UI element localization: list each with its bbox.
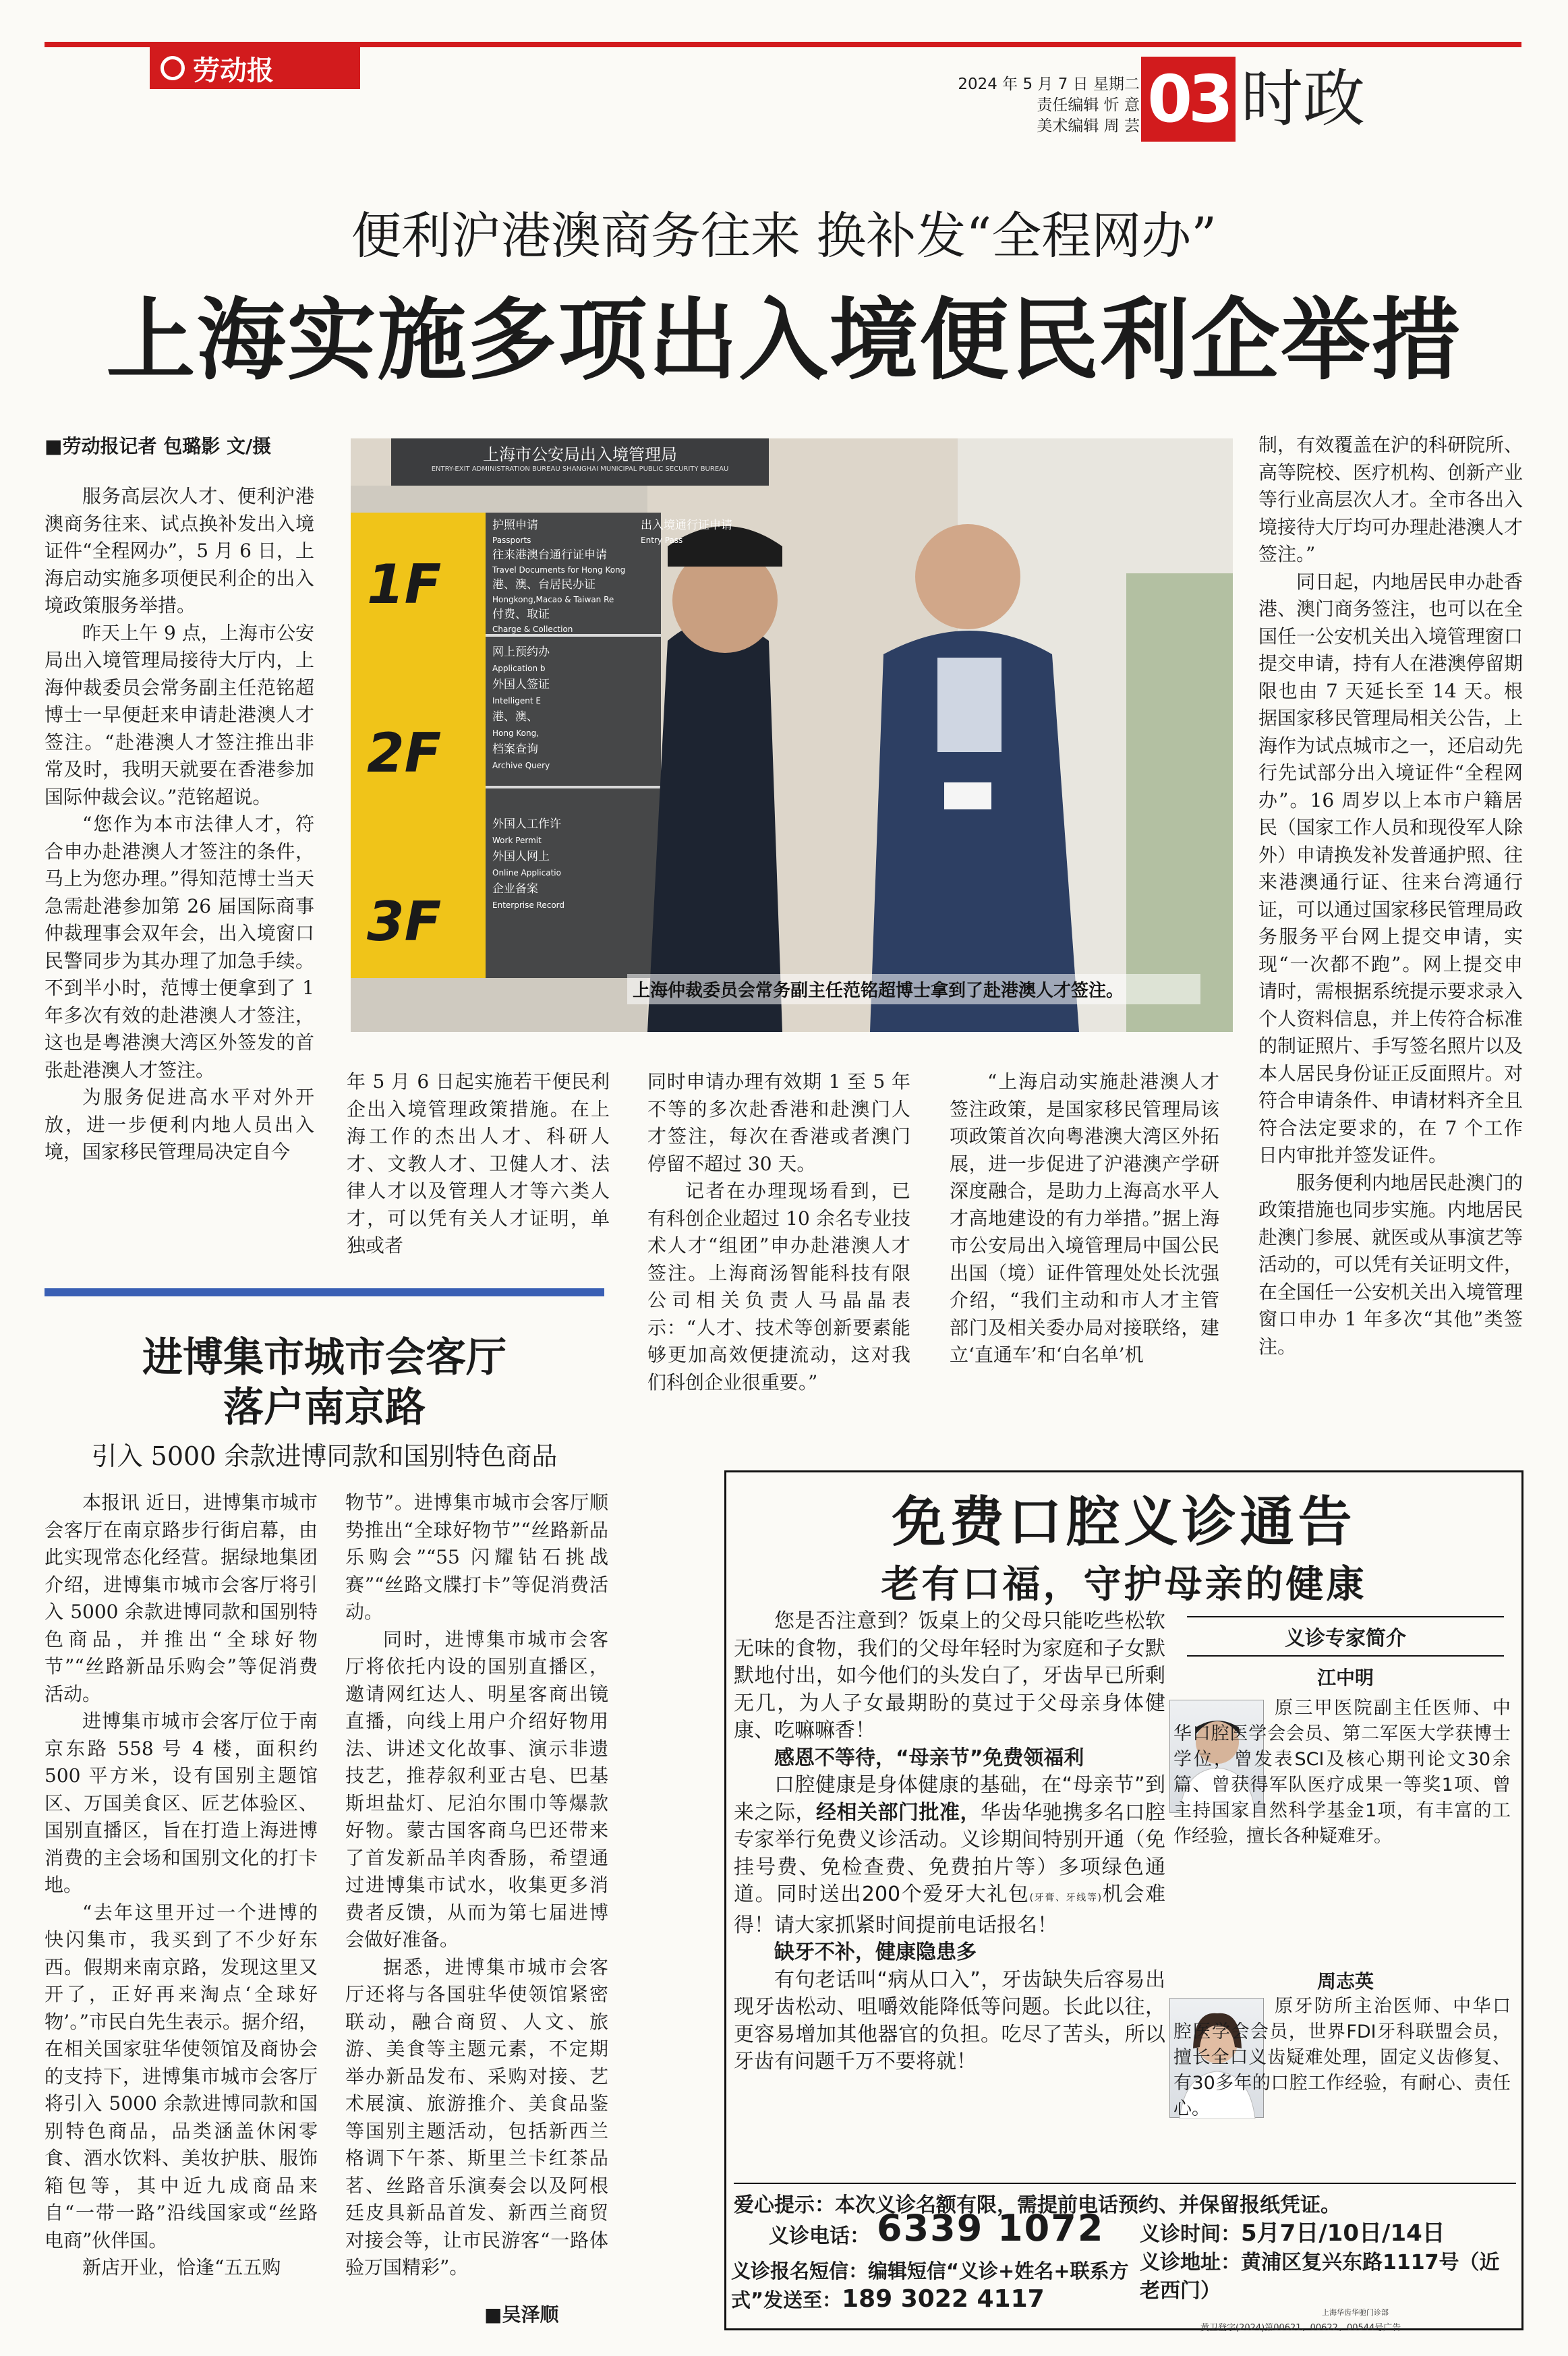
lead-headline: 上海实施多项出入境便民利企举措 xyxy=(106,288,1462,393)
second-author: ■吴泽顺 xyxy=(484,2303,559,2326)
directory-item: 外国人网上 xyxy=(492,850,550,863)
ad-text: 华齿华驰携多名口腔专家举行免费义诊活动。义诊期间特别开通（免挂号费、免检查费、免费拍片等）多项绿色通道。同时送出200个爱牙大礼包 xyxy=(734,1800,1165,1906)
page-number: 03 xyxy=(1141,57,1236,142)
paragraph: “您作为本市法律人才，符合申办赴港澳人才签注的条件，马上为您办理。”得知范博士当天急需赴港参加第 26 届国际商事仲裁理事会双年会，出入境窗口民警同步为其办理了加急手续。不到半小时，范博士便拿到了 1 年多次有效的赴港澳人才签注，这也是粤港澳大湾区外签发的首张赴港澳人才签注。 xyxy=(45,813,314,1081)
paragraph: 服务高层次人才、便利沪港澳商务往来、试点换补发出入境证件“全程网办”，5 月 6 日，上海启动实施多项便民利企的出入境政策服务举措。 xyxy=(45,485,314,616)
directory-item: Work Permit xyxy=(492,836,542,845)
directory-item: Travel Documents for Hong Kong xyxy=(492,565,626,575)
directory-item: Enterprise Record xyxy=(492,900,565,910)
directory-3f xyxy=(492,816,627,913)
paragraph: 新店开业，恰逢“五五购 xyxy=(82,2256,281,2278)
addr-line xyxy=(1140,2249,1517,2305)
floor-label-1f: 1F xyxy=(367,553,442,616)
ad-text-small: (牙膏、牙线等) xyxy=(1029,1893,1102,1903)
directory-item: 护照申请 xyxy=(492,519,538,532)
directory-item: Hong Kong, xyxy=(492,728,540,738)
paragraph: 本报讯 近日，进博集市城市会客厅在南京路步行街启幕，由此实现常态化经营。据绿地集团介绍，进博集市城市会客厅将引入 5000 余款进博同款和国别特色商品，并推出“全球好物节”“丝路新品乐购会”等促消费活动。 xyxy=(45,1491,318,1705)
second-headline-line2: 落户南京路 xyxy=(223,1384,426,1431)
sms-label: 义诊报名短信：编辑短信“义诊+姓名+联系方式”发送至： xyxy=(731,2260,1129,2311)
lead-subtitle: 便利沪港澳商务往来 换补发“全程网办” xyxy=(351,207,1217,265)
time-label: 义诊时间： xyxy=(1140,2222,1241,2246)
directory-1f-right xyxy=(641,518,769,548)
ad-fine-print-1: 上海华齿华驰门诊部 xyxy=(1322,2308,1389,2317)
lead-column-2 xyxy=(347,1068,610,1260)
addr-label: 义诊地址： xyxy=(1140,2251,1241,2274)
issue-date: 2024 年 5 月 7 日 星期二 xyxy=(958,76,1140,93)
signboard-title: 上海市公安局出入境管理局 xyxy=(483,445,677,464)
ad-subtitle: 老有口福，守护母亲的健康 xyxy=(881,1563,1367,1607)
floor-label-2f: 2F xyxy=(367,722,442,784)
logo-text: 劳动报 xyxy=(193,54,274,86)
issue-editor: 责任编辑 忻 意 xyxy=(1037,96,1140,114)
directory-item: 付费、取证 xyxy=(492,608,550,621)
directory-item: 网上预约办 xyxy=(492,645,550,659)
directory-item: 外国人签证 xyxy=(492,678,550,691)
second-column-2 xyxy=(345,1489,608,2282)
ad-schedule xyxy=(1140,2219,1517,2305)
ad-body xyxy=(734,1608,1165,2076)
logo-icon xyxy=(161,56,185,80)
second-column-1 xyxy=(45,1489,318,2282)
paragraph: 同日起，内地居民申办赴香港、澳门商务签注，也可以在全国任一公安机关出入境管理窗口提交申请，持有人在港澳停留期限也由 7 天延长至 14 天。根据国家移民管理局相关公告，上海作为试点城市之一，还启动先行先试部分出入境证件“全程网办”。16 周岁以上本市户籍居民（国家工作人员和现役军人除外）申请换发补发普通护照、往来港澳通行证、往来台湾通行证，可以通过国家移民管理局政务服务平台网上提交申请，实现“一次都不跑”。网上提交申请时，需根据系统提示要求录入个人资料信息，并上传符合标准的制证照片、手写签名照片以及本人居民身份证正反面照片。对符合申请条件、申请材料齐全且符合法定要求的，在 7 个工作日内审批并签发证件。 xyxy=(1258,570,1523,1166)
floor-label-3f: 3F xyxy=(367,890,442,953)
directory-2f xyxy=(492,644,627,774)
section-name: 时政 xyxy=(1241,63,1366,135)
issue-meta xyxy=(850,74,1140,137)
paragraph: 进博集市城市会客厅位于南京东路 558 号 4 楼，面积约 500 平方米，设有国别主题馆区、万国美食区、匠艺体验区、国别直播区，旨在打造上海进博消费的主会场和国别文化的打卡地。 xyxy=(45,1710,318,1896)
addr-value: 黄浦区复兴东路1117号（近老西门） xyxy=(1140,2251,1500,2303)
lead-column-3 xyxy=(647,1068,910,1396)
paragraph: 昨天上午 9 点，上海市公安局出入境管理局接待大厅内，上海仲裁委员会常务副主任范铭超博士一早便赶来申请赴港澳人才签注。“赴港澳人才签注推出非常及时，我明天就要在香港参加国际仲裁会议。”范铭超说。 xyxy=(45,621,314,808)
lead-column-1 xyxy=(45,483,314,1166)
paragraph: 同时，进博集市城市会客厅将依托内设的国别直播区，邀请网红达人、明星客商出镜直播，向线上用户介绍好物用法、讲述文化故事、演示非遗技艺，推荐叙利亚古皂、巴基斯坦盐灯、尼泊尔围巾等爆款好物。蒙古国客商乌巴还带来了首发新品羊肉香肠，希望通过进博集市试水，收集更多消费者反馈，从而为第七届进博会做好准备。 xyxy=(345,1628,608,1951)
directory-item: 往来港澳台通行证申请 xyxy=(492,548,607,562)
directory-item: 企业备案 xyxy=(492,882,538,896)
expert1-desc: 原三甲医院副主任医师、中华口腔医学会会员、第二军医大学获博士学位，曾发表SCI及核心期刊论文30余篇、曾获得军队医疗成果一等奖1项、曾主持国家自然科学基金1项，有丰富的工作经验，擅长各种疑难牙。 xyxy=(1173,1698,1511,1847)
directory-item: 外国人工作许 xyxy=(492,817,561,831)
paragraph: 年 5 月 6 日起实施若干便民利企出入境管理政策措施。在上海工作的杰出人才、科研人才、文教人才、卫健人才、法律人才以及管理人才等六类人才，可以凭有关人才证明，单独或者 xyxy=(347,1070,610,1257)
directory-item: 出入境通行证申请 xyxy=(641,519,732,532)
ad-fine-print-2: 黄卫登字(2024)第00621、00622、00544号广告 xyxy=(1200,2323,1401,2333)
paragraph: 据悉，进博集市城市会客厅还将与各国驻华使领馆紧密联动，融合商贸、人文、旅游、美食等主题元素，不定期举办新品发布、采购对接、艺术展演、旅游推介、美食品鉴等国别主题活动，包括新西兰格调下午茶、斯里兰卡红茶品茗、丝路音乐演奏会以及阿根廷皮具新品首发、新西兰商贸对接会等，让市民游客“一路体验万国精彩”。 xyxy=(345,1955,608,2278)
ad-tip: 爱心提示：本次义诊名额有限，需提前电话预约、并保留报纸凭证。 xyxy=(734,2183,1516,2218)
paragraph: “上海启动实施赴港澳人才签注政策，是国家移民管理局该项政策首次向粤港澳大湾区外拓展，进一步促进了沪港澳产学研深度融合，是助力上海高水平人才高地建设的有力举措。”据上海市公安局出入境管理局中国公民出国（境）证件管理处处长沈强介绍，“我们主动和市人才主管部门及相关委办局对接联络，建立‘直通车’和‘白名单’机 xyxy=(950,1070,1219,1366)
directory-item: Online Applicatio xyxy=(492,868,561,878)
directory-item: Passports xyxy=(492,536,531,545)
directory-1f xyxy=(492,518,627,637)
sms-info xyxy=(731,2257,1136,2314)
directory-item: Application b xyxy=(492,664,546,673)
lead-column-4 xyxy=(950,1068,1219,1369)
directory-item: 港、澳、台居民办证 xyxy=(492,578,596,592)
ad-title: 免费口腔义诊通告 xyxy=(892,1491,1356,1553)
issue-art-editor: 美术编辑 周 芸 xyxy=(1037,117,1140,135)
lead-byline: ■劳动报记者 包璐影 文/摄 xyxy=(45,435,272,457)
paragraph: 为服务促进高水平对外开放，进一步便利内地人员出入境，国家移民管理局决定自今 xyxy=(45,1086,314,1163)
lead-photo xyxy=(351,438,1233,1032)
paragraph: 制，有效覆盖在沪的科研院所、高等院校、医疗机构、创新产业等行业高层次人才。全市各出入境接待大厅均可办理赴港澳人才签注。” xyxy=(1258,434,1523,565)
directory-item: Charge & Collection xyxy=(492,625,573,634)
ad-text-bold: 经相关部门批准， xyxy=(816,1800,981,1825)
time-line xyxy=(1140,2219,1517,2249)
signboard-english: ENTRY-EXIT ADMINISTRATION BUREAU SHANGHAI MUNICIPAL PUBLIC SECURITY BUREAU xyxy=(431,465,729,473)
expert2-name: 周志英 xyxy=(1316,1970,1374,1992)
directory-item: Hongkong,Macao & Taiwan Re xyxy=(492,595,614,604)
directory-item: Archive Query xyxy=(492,761,550,770)
ad-heading: 感恩不等待，“母亲节”免费领福利 xyxy=(774,1746,1084,1770)
phone-label: 义诊电话： xyxy=(769,2224,870,2248)
ad-paragraph xyxy=(734,1772,1165,1939)
lead-column-5 xyxy=(1258,432,1523,1360)
expert1-name: 江中明 xyxy=(1316,1667,1374,1689)
directory-item: 档案查询 xyxy=(492,743,538,756)
photo-illustration xyxy=(351,438,1233,1032)
phone-number: 6339 1072 xyxy=(877,2207,1105,2249)
directory-item: Intelligent E xyxy=(492,696,541,706)
ad-heading: 缺牙不补，健康隐患多 xyxy=(774,1941,977,1964)
directory-item: Entry Pass xyxy=(641,536,683,545)
ad-paragraph: 有句老话叫“病从口入”，牙齿缺失后容易出现牙齿松动、咀嚼效能降低等问题。长此以往，更容易增加其他器官的负担。吃尽了苦头，所以牙齿有问题千万不要将就！ xyxy=(734,1967,1165,2073)
second-subtitle: 引入 5000 余款进博同款和国别特色商品 xyxy=(91,1441,558,1471)
top-red-rule xyxy=(45,42,1521,47)
experts-title: 义诊专家简介 xyxy=(1187,1616,1504,1657)
photo-caption: 上海仲裁委员会常务副主任范铭超博士拿到了赴港澳人才签注。 xyxy=(627,974,1200,1004)
ad-text: 机会难得！请大家抓紧时间提前电话报名！ xyxy=(734,1883,1165,1937)
time-value: 5月7日/10日/14日 xyxy=(1241,2220,1445,2247)
ad-paragraph: 您是否注意到？饭桌上的父母只能吃些松软无味的食物，我们的父母年轻时为家庭和子女默默地付出，如今他们的头发白了，牙齿早已所剩无几，为人子女最期盼的莫过于父母亲身体健康、吃嘛嘛香！ xyxy=(734,1609,1165,1742)
paragraph: 记者在办理现场看到，已有科创企业超过 10 余名专业技术人才“组团”申办赴港澳人才签注。上海商汤智能科技有限公司相关负责人马晶晶表示：“人才、技术等创新要素能够更加高效便捷流动，这对我们科创企业很重要。” xyxy=(647,1180,910,1394)
expert2-desc: 原牙防所主治医师、中华口腔医学会会员，世界FDI牙科联盟会员，擅长全口义齿疑难处理，固定义齿修复、有30多年的口腔工作经验，有耐心、责任心。 xyxy=(1173,1996,1511,2119)
paragraph: “去年这里开过一个进博的快闪集市，我买到了不少好东西。假期来南京路，发现这里又开了，正好再来淘点‘全球好物’。”市民白先生表示。据介绍，在相关国家驻华使领馆及商协会的支持下，进博集市城市会客厅将引入 5000 余款进博同款和国别特色商品，品类涵盖休闲零食、酒水饮料、美妆护肤、服饰箱包等，其中近九成商品来自“一带一路”沿线国家或“丝路电商”伙伴国。 xyxy=(45,1901,318,2251)
paragraph: 服务便利内地居民赴澳门的政策措施也同步实施。内地居民赴澳门参展、就医或从事演艺等活动的，可以凭有关证明文件，在全国任一公安机关出入境管理窗口申办 1 年多次“其他”类签注。 xyxy=(1258,1171,1523,1358)
second-headline-line1: 进博集市城市会客厅 xyxy=(142,1334,506,1381)
paragraph: 同时申请办理有效期 1 至 5 年不等的多次赴香港和赴澳门人才签注，每次在香港或者澳门停留不超过 30 天。 xyxy=(647,1070,910,1175)
paragraph: 物节”。进博集市城市会客厅顺势推出“全球好物节”“丝路新品乐购会”“55 闪耀钻石挑战赛”“丝路文牒打卡”等促消费活动。 xyxy=(345,1491,608,1623)
sms-number: 189 3022 4117 xyxy=(842,2285,1045,2313)
directory-item: 港、澳、 xyxy=(492,710,538,724)
newspaper-logo xyxy=(150,47,360,89)
ad-text: 口腔健康是身体健康的基础，在“母亲节”到来之际， xyxy=(734,1773,1165,1825)
section-divider xyxy=(45,1288,604,1296)
